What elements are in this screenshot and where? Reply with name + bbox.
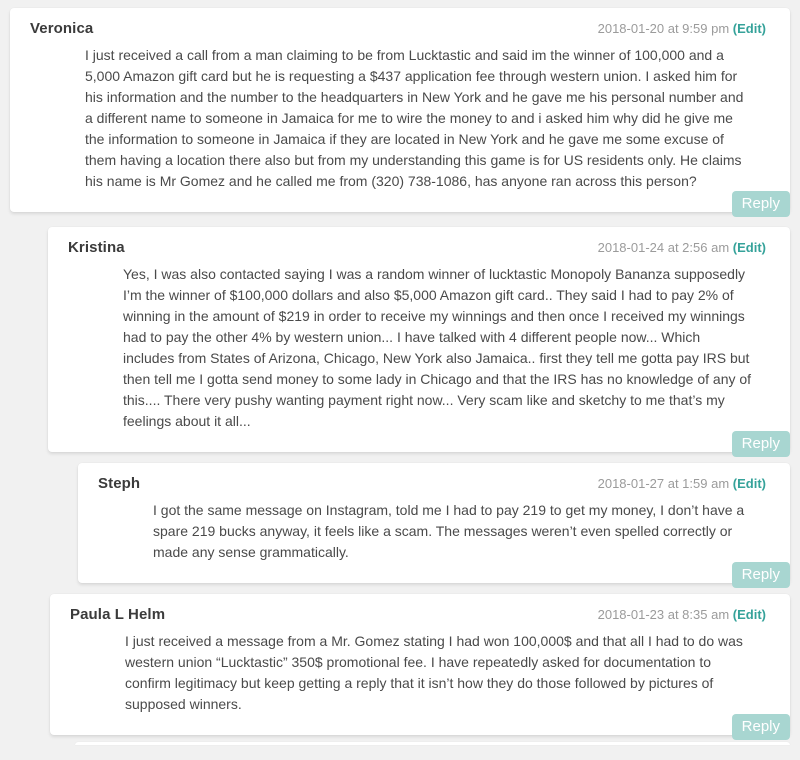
comment-timestamp: 2018-01-24 at 2:56 am bbox=[597, 240, 730, 255]
comment-header bbox=[70, 606, 766, 623]
comment-author: Veronica bbox=[30, 20, 94, 37]
comment-body: Yes, I was also contacted saying I was a random winner of lucktastic Monopoly Bananza supposedly I’m the winner of $100,000 dollars and also $5,000 Amazon gift card.. They said I had to pay 2% of winning in the amount of $219 in order to receive my winnings and then once I received my winnings had to pay the other 4% by western union... I have talked with 4 different people now... Which includes from States of Arizona, Chicago, New York also Jamaica.. first they tell me gotta pay IRS but then tell me I gotta send money to some lady in Chicago and that the IRS has no knowledge of any of this.... There very pushy wanting payment right now... Very scam like and sketchy to me that’s my feelings about it all... bbox=[123, 266, 752, 429]
comment-meta bbox=[598, 21, 766, 36]
edit-link[interactable]: (Edit) bbox=[732, 240, 766, 255]
next-comment-card-edge bbox=[75, 742, 790, 745]
comment-card bbox=[10, 8, 790, 212]
comment-header bbox=[98, 475, 766, 492]
comment-header bbox=[30, 20, 766, 37]
comment-meta bbox=[598, 607, 766, 622]
reply-button[interactable]: Reply bbox=[732, 714, 790, 740]
comment-body: I got the same message on Instagram, told me I had to pay 219 to get my money, I don’t have a spare 219 bucks anyway, it feels like a scam. The messages weren’t even spelled correctly or made any sense grammatically. bbox=[153, 502, 745, 560]
comment-card bbox=[78, 463, 790, 583]
comment-author: Paula L Helm bbox=[70, 606, 166, 623]
comment-header bbox=[68, 239, 766, 256]
comment-card bbox=[48, 227, 790, 452]
comment-author: Kristina bbox=[68, 239, 125, 256]
comment-body: I just received a message from a Mr. Gomez stating I had won 100,000$ and that all I had to do was western union “Lucktastic” 350$ promotional fee. I have repeatedly asked for documentation to confirm legitimacy but keep getting a reply that it isn’t how they do those followed by pictures of supposed winners. bbox=[125, 633, 743, 712]
reply-button[interactable]: Reply bbox=[732, 431, 790, 457]
comment-author: Steph bbox=[98, 475, 141, 492]
comment-body: I just received a call from a man claiming to be from Lucktastic and said im the winner of 100,000 and a 5,000 Amazon gift card but he is requesting a $437 application fee through western union. I asked him for his information and the number to the headquarters in New York and he gave me his personal number and a different name to someone in Jamaica for me to wire the money to and i asked him why did he give me the information to someone in Jamaica if they are located in New York and he gave me some excuse of them having a location there also but from my understanding this game is for US residents only. He claims his name is Mr Gomez and he called me from (320) 738-1086, has anyone ran across this person? bbox=[85, 47, 744, 189]
comment-timestamp: 2018-01-23 at 8:35 am bbox=[597, 607, 730, 622]
comment-meta bbox=[598, 240, 766, 255]
comment-meta bbox=[598, 476, 766, 491]
edit-link[interactable]: (Edit) bbox=[732, 607, 766, 622]
comment-timestamp: 2018-01-27 at 1:59 am bbox=[597, 476, 730, 491]
reply-button[interactable]: Reply bbox=[732, 562, 790, 588]
comment-card bbox=[50, 594, 790, 735]
comment-timestamp: 2018-01-20 at 9:59 pm bbox=[597, 21, 730, 36]
edit-link[interactable]: (Edit) bbox=[732, 476, 766, 491]
reply-button[interactable]: Reply bbox=[732, 191, 790, 217]
edit-link[interactable]: (Edit) bbox=[732, 21, 766, 36]
